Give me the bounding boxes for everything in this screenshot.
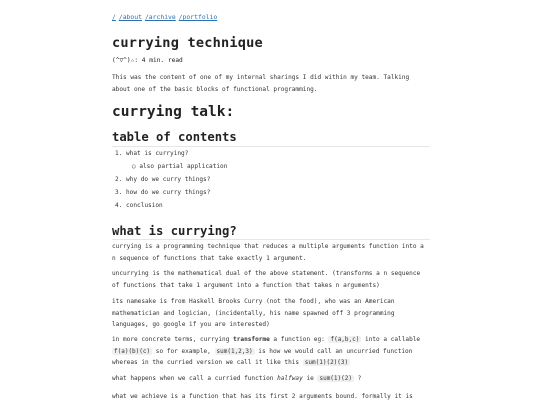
bold-term: transforme <box>233 336 270 343</box>
nav-link-archive[interactable]: /archive <box>144 13 176 21</box>
toc-item[interactable]: 4. conclusion <box>115 202 163 209</box>
paragraph-namesake: its namesake is from Haskell Brooks Curry (not the food), who was an American mathematician and logician, (incidentally, his name spawned off 3 programming languages, go google if you are interested) <box>112 298 395 328</box>
inline-code: f(a,b,c) <box>330 336 360 343</box>
toc-item[interactable]: 2. why do we curry things? <box>115 176 211 183</box>
inline-code: sum(1,2,3) <box>216 347 253 355</box>
post-meta <box>112 57 183 64</box>
inline-code: f(a)(b)(c) <box>114 347 151 355</box>
paragraph-concrete: in more concrete terms, currying transforme a function eg: f(a,b,c) into a callable f(a)(b)(c) so for example, sum(1,2,3) is how we would call an uncurried function whereas in the curried version we call it like this sum(1)(2)(3) <box>112 336 421 366</box>
section-heading: what is currying? <box>112 224 237 238</box>
italic-term: halfway <box>277 375 303 382</box>
paragraph-uncurrying: uncurrying is the mathematical dual of the above statement. (transforms a n sequence of functions that take 1 argument into a function that takes n arguments) <box>112 270 421 289</box>
top-nav <box>112 13 220 21</box>
paragraph-definition: currying is a programming technique that reduces a multiple arguments function into a n sequence of functions that take exactly 1 argument. <box>112 243 424 262</box>
toc-heading: table of contents <box>112 130 237 144</box>
nav-link-portfolio[interactable]: /portfolio <box>178 13 218 21</box>
inline-code: sum(1)(2) <box>319 375 352 382</box>
inline-code: sum(1)(2)(3) <box>304 359 349 366</box>
paragraph-result: what we achieve is a function that has its first 2 arguments bound. formally it is <box>112 393 413 400</box>
post-title: currying technique <box>112 35 263 51</box>
toc-item[interactable]: 3. how do we curry things? <box>115 189 211 196</box>
section-divider <box>112 239 430 240</box>
toc-item[interactable]: 1. what is currying? <box>115 150 189 157</box>
read-time: : 4 min. read <box>134 57 183 64</box>
emoticon: (^▽^)☆ <box>112 57 135 64</box>
talk-heading: currying talk: <box>112 104 235 120</box>
toc-subitem[interactable]: ○ also partial application <box>132 163 228 170</box>
paragraph-halfway: what happens when we call a curried function halfway ie sum(1)(2) ? <box>112 375 362 382</box>
toc-divider <box>112 146 430 147</box>
intro-paragraph: This was the content of one of my internal sharings I did within my team. Talking about one of the basic blocks of functional programming. <box>112 74 410 93</box>
nav-link-about[interactable]: /about <box>118 13 142 21</box>
nav-link-home[interactable]: / <box>112 13 116 21</box>
